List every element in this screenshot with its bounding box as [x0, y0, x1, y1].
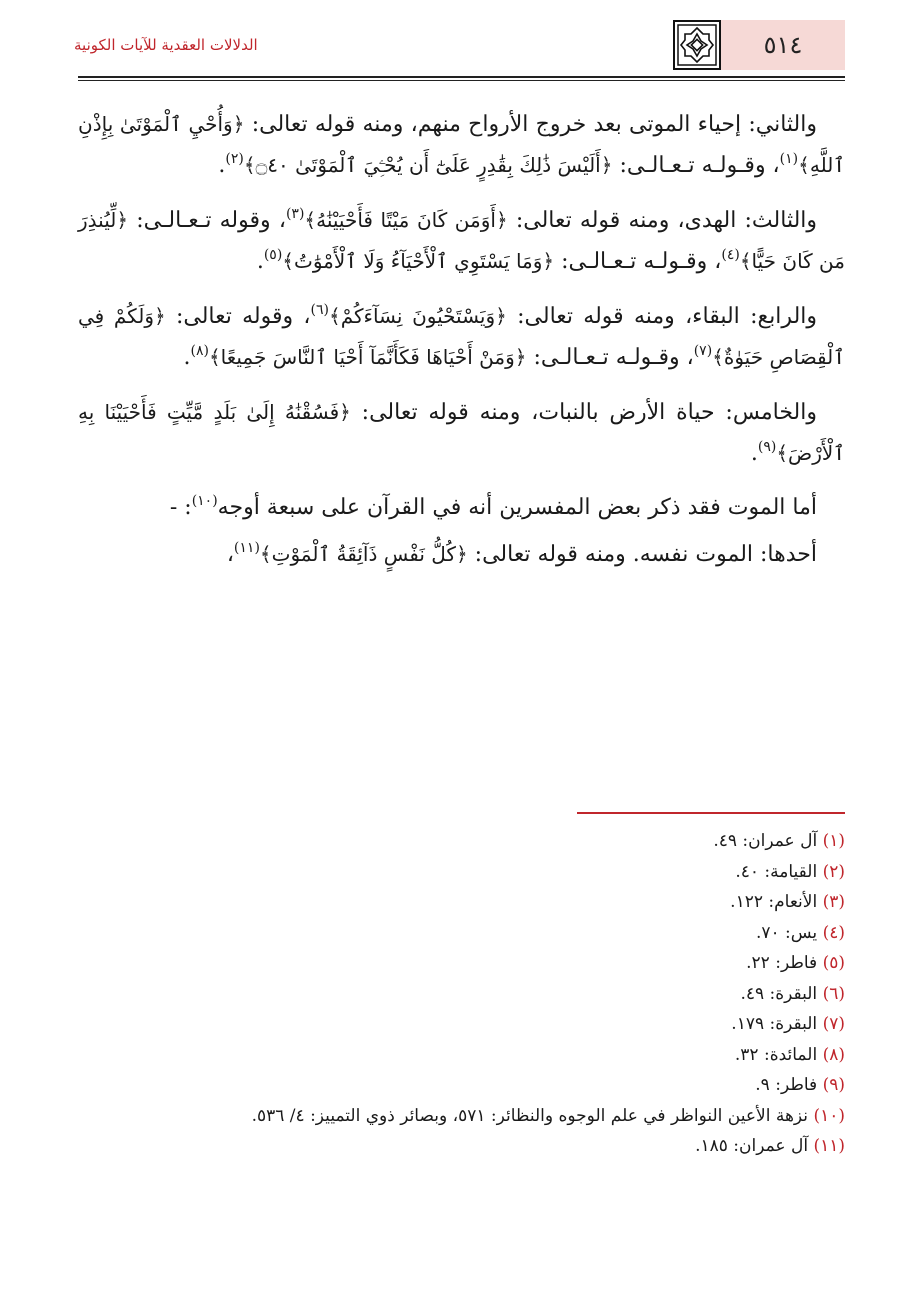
quran-quote: ﴿وَأُحْيِ ٱلْمَوْتَىٰ بِإِذْنِ ٱللَّهِ﴾	[78, 112, 845, 177]
running-title: الدلالات العقدية للآيات الكونية	[74, 36, 258, 54]
footnote-item	[78, 979, 845, 1010]
footnote-item	[78, 918, 845, 949]
paragraph	[78, 296, 845, 378]
paragraph	[78, 200, 845, 282]
header-rule-secondary	[78, 80, 845, 81]
footnote-text: آل عمران: ٤٩.	[713, 831, 823, 851]
footnote-ref: (٤)	[721, 247, 740, 263]
footnote-ref: (٥)	[263, 247, 283, 263]
footnote-item	[78, 1009, 845, 1040]
footnote-ref: (٨)	[190, 343, 209, 359]
quran-quote: ﴿وَيَسْتَحْيُونَ نِسَآءَكُمْ﴾	[328, 304, 507, 328]
paragraph	[78, 534, 845, 575]
footnote-number: (٧)	[822, 1014, 845, 1034]
footnote-item	[78, 857, 845, 888]
footnote-ref: (٦)	[310, 302, 329, 318]
footnote-text: القيامة: ٤٠.	[735, 861, 823, 882]
quran-quote: ﴿وَمَنْ أَحْيَاهَا فَكَأَنَّمَآ أَحْيَا ٱلنَّاسَ جَمِيعًا﴾	[208, 345, 527, 369]
footnote-item	[78, 887, 845, 918]
paragraph-text: والرابع: البقاء، ومنه قوله تعالى:	[506, 304, 818, 329]
page-number	[721, 20, 845, 70]
footnote-number: (١١)	[813, 1136, 845, 1156]
paragraph-text: والخامس: حياة الأرض بالنبات، ومنه قوله تعالى:	[350, 400, 817, 425]
quran-quote: ﴿أَوَمَن كَانَ مَيْتًا فَأَحْيَيْنَٰهُ﴾	[304, 208, 508, 232]
quran-quote: ﴿لِّيُنذِرَ مَن كَانَ حَيًّا﴾	[78, 208, 845, 273]
geometric-ornament-icon	[673, 20, 721, 70]
paragraph	[78, 104, 845, 186]
footnote-number: (١)	[822, 831, 845, 851]
footnote-ref: (١١)	[233, 540, 260, 556]
footnote-text: الأنعام: ١٢٢.	[730, 892, 823, 912]
footnote-number: (٤)	[822, 922, 845, 943]
footnote-number: (٨)	[822, 1044, 845, 1065]
paragraph-text: أحدها: الموت نفسه. ومنه قوله تعالى:	[467, 542, 817, 567]
main-text	[78, 104, 845, 589]
paragraph-text: ، وقـولـه تـعـالـى:	[526, 345, 694, 370]
paragraph	[78, 488, 845, 528]
footnote-ref: (٧)	[693, 343, 713, 359]
footnote-number: (٩)	[822, 1075, 845, 1095]
footnote-number: (٦)	[822, 983, 845, 1004]
footnote-ref: (١)	[779, 151, 799, 167]
paragraph-text: .	[256, 249, 264, 274]
paragraph-text: ، وقوله تعالى:	[165, 304, 311, 329]
footnote-text: نزهة الأعين النواظر في علم الوجوه والنظائر: ٥٧١، وبصائر ذوي التمييز: ٤/ ٥٣٦.	[251, 1105, 814, 1126]
footnote-item	[78, 948, 845, 979]
paragraph-text: ، وقـولـه تـعـالـى:	[612, 153, 780, 178]
footnote-ref: (٣)	[285, 206, 305, 222]
paragraph-text: ، وقوله تـعـالـى:	[128, 208, 286, 233]
footnote-text: يس: ٧٠.	[755, 922, 823, 943]
footnotes	[78, 826, 845, 1162]
paragraph	[78, 392, 845, 474]
footnote-number: (٣)	[822, 892, 845, 912]
quran-quote: ﴿كُلُّ نَفْسٍ ذَآئِقَةُ ٱلْمَوْتِ﴾	[259, 542, 468, 566]
paragraph-text: .	[218, 153, 226, 178]
paragraph-text: ، وقـولـه تـعـالـى:	[554, 249, 722, 274]
paragraph-text: أما الموت فقد ذكر بعض المفسرين أنه في القرآن على سبعة أوجه	[217, 495, 817, 520]
paragraph-text: والثاني: إحياء الموتى بعد خروج الأرواح منهم، ومنه قوله تعالى:	[244, 112, 817, 137]
quran-quote: ﴿فَسُقْنَٰهُ إِلَىٰ بَلَدٍ مَّيِّتٍ فَأَحْيَيْنَا بِهِ ٱلْأَرْضَ﴾	[78, 400, 845, 465]
paragraph-text: .	[183, 345, 191, 370]
page-number-text: ٥١٤	[763, 31, 803, 59]
quran-quote: ﴿وَلَكُمْ فِي ٱلْقِصَاصِ حَيَوٰةٌ﴾	[78, 304, 845, 369]
footnote-text: المائدة: ٣٢.	[734, 1044, 823, 1065]
footnote-text: فاطر: ٢٢.	[746, 953, 823, 973]
quran-quote: ﴿وَمَا يَسْتَوِي ٱلْأَحْيَآءُ وَلَا ٱلْأَمْوَٰتُ﴾	[282, 249, 555, 273]
footnote-item	[78, 1131, 845, 1162]
footnote-separator	[577, 812, 845, 814]
footnote-number: (١٠)	[813, 1105, 845, 1126]
footnote-ref: (٢)	[225, 151, 244, 167]
footnote-text: البقرة: ١٧٩.	[731, 1014, 823, 1034]
footnote-text: فاطر: ٩.	[755, 1075, 823, 1095]
paragraph-text: ،	[226, 542, 234, 567]
footnote-text: آل عمران: ١٨٥.	[695, 1136, 814, 1156]
paragraph-text: .	[750, 441, 758, 466]
footnote-item	[78, 826, 845, 857]
header-rule	[78, 76, 845, 78]
quran-quote: ﴿أَلَيْسَ ذَٰلِكَ بِقَٰدِرٍ عَلَىٰٓ أَن يُحْـِۧيَ ٱلْمَوْتَىٰ ۝٤٠﴾	[243, 153, 613, 177]
paragraph-text: والثالث: الهدى، ومنه قوله تعالى:	[507, 208, 818, 233]
footnote-ref: (٩)	[757, 439, 777, 455]
footnote-text: البقرة: ٤٩.	[740, 983, 823, 1004]
paragraph-text: : -	[169, 495, 192, 520]
footnote-item	[78, 1070, 845, 1101]
footnote-number: (٢)	[822, 861, 845, 882]
footnote-item	[78, 1101, 845, 1132]
footnote-number: (٥)	[822, 953, 845, 973]
footnote-ref: (١٠)	[191, 493, 218, 509]
footnote-item	[78, 1040, 845, 1071]
